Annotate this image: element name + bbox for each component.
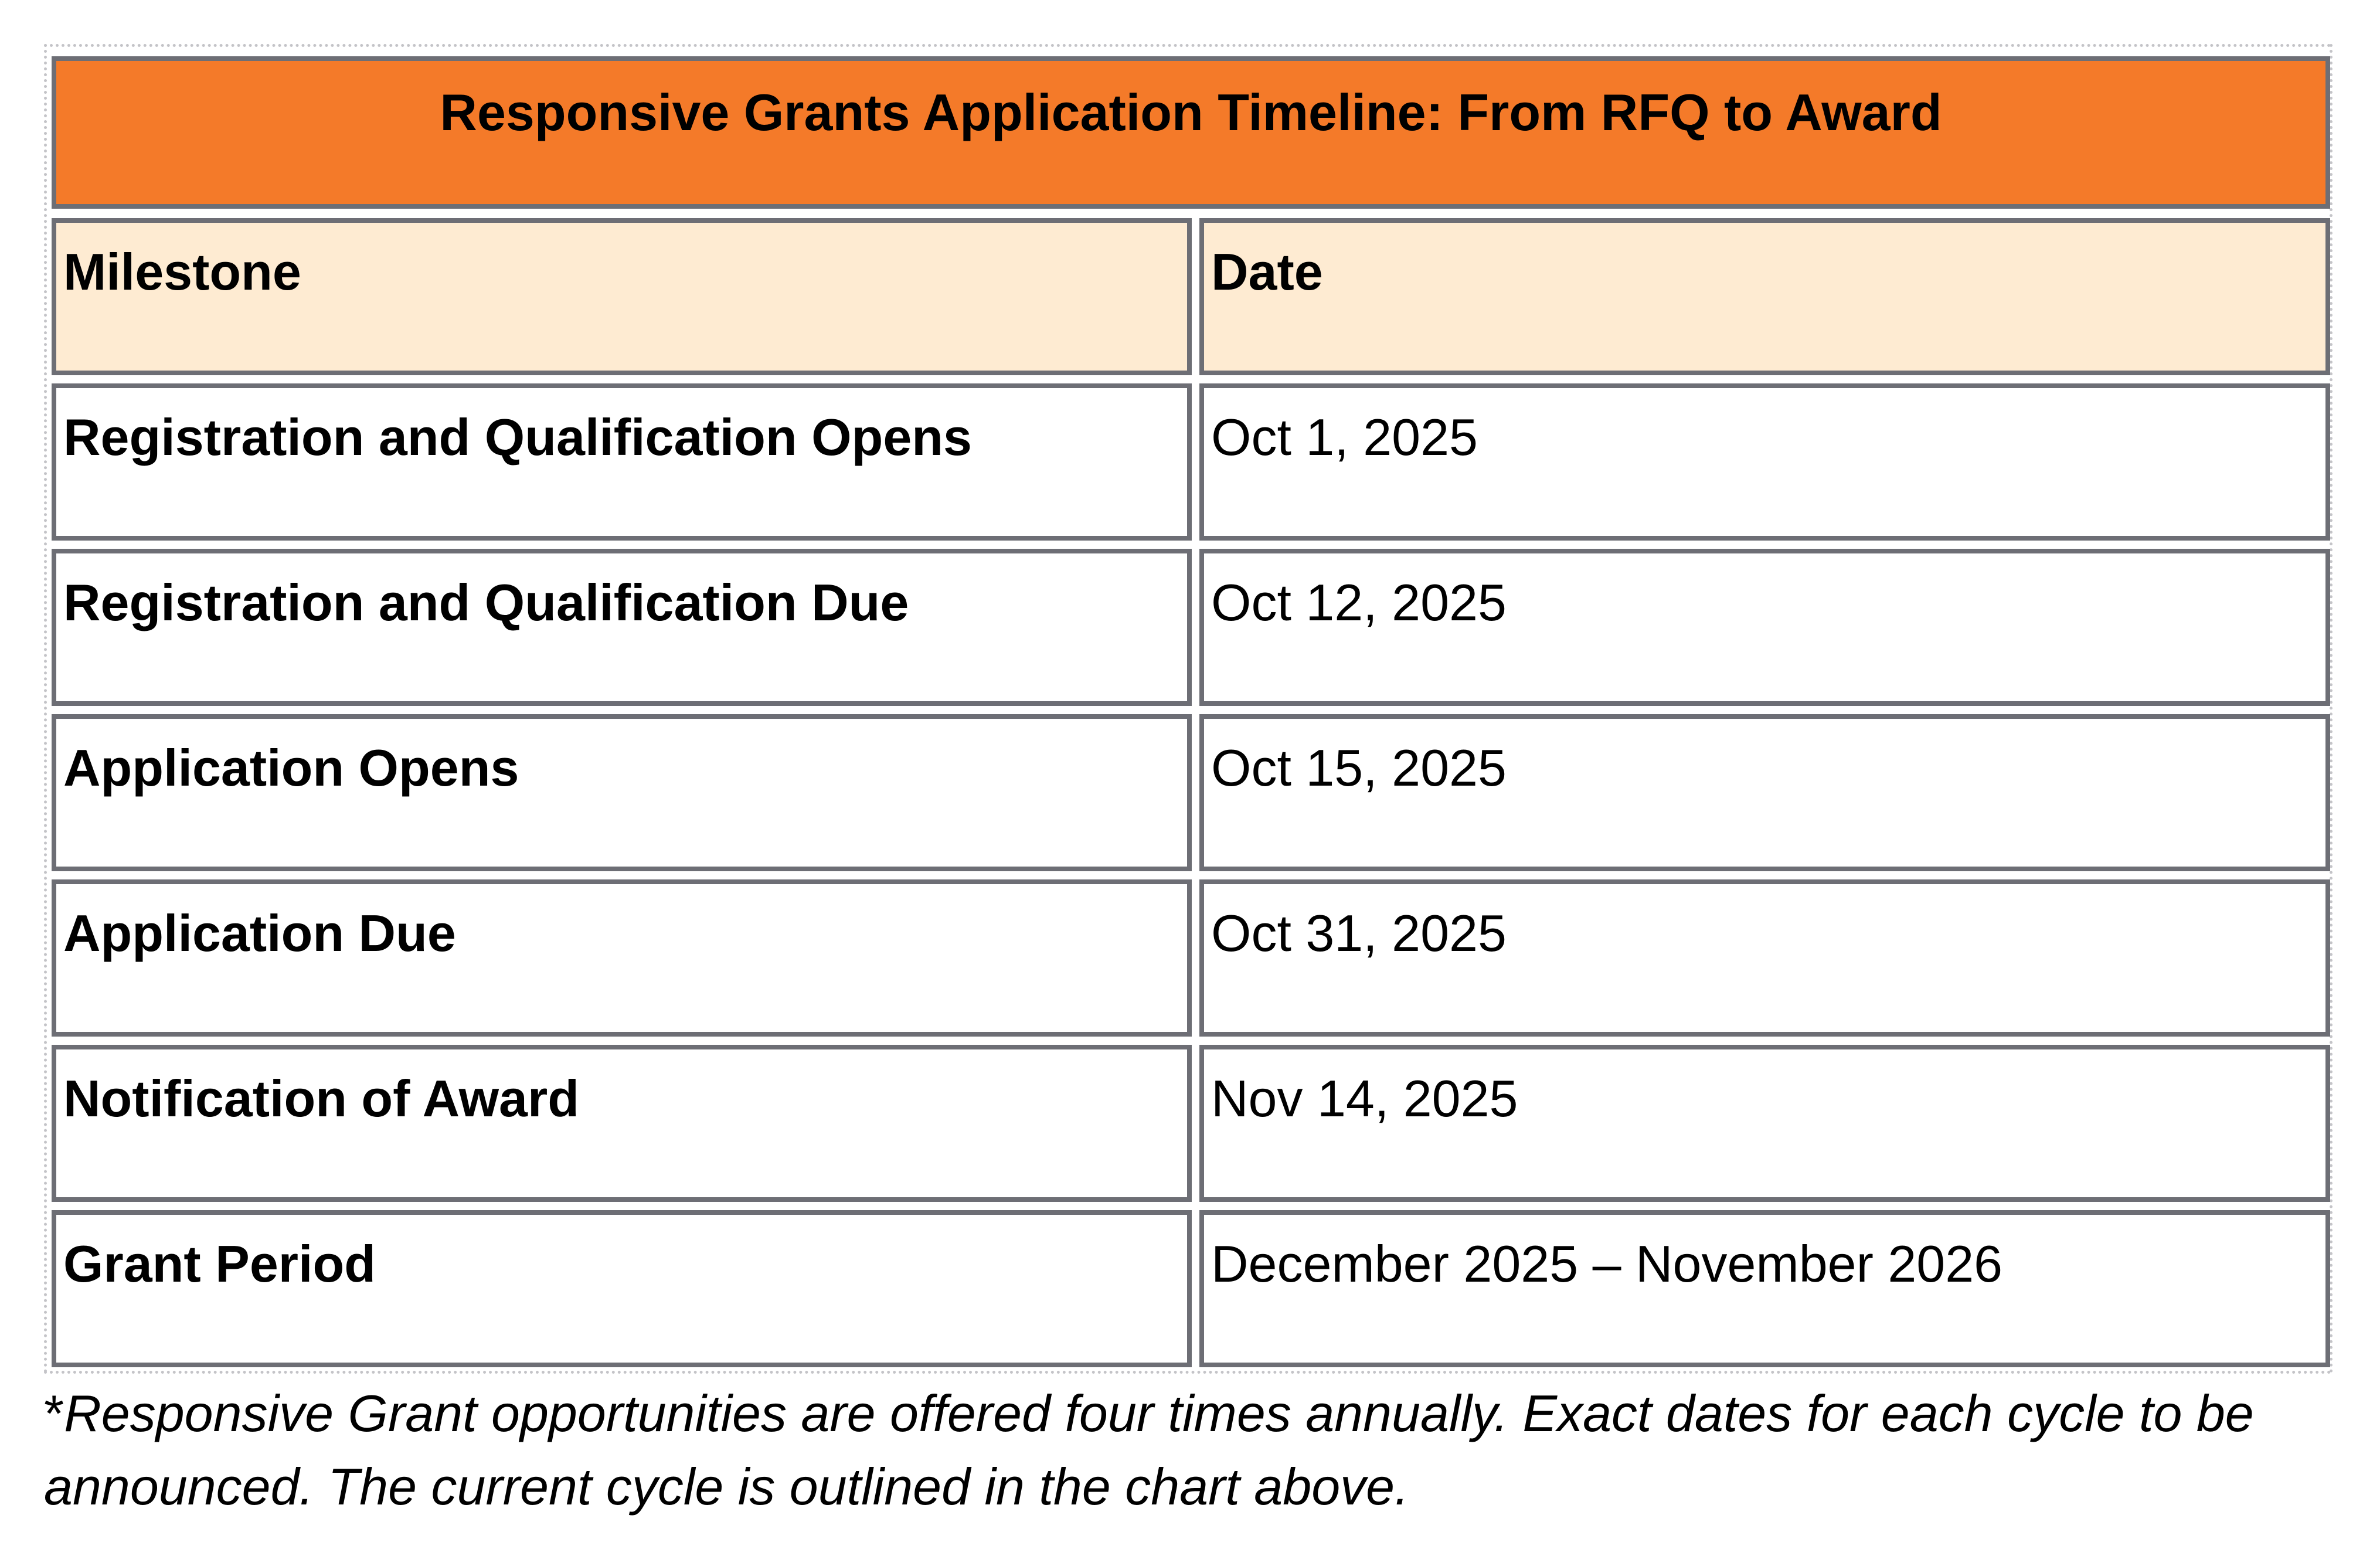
footnote-text: Responsive Grant opportunities are offered four times annually. Exact dates for each cycle to be announced. The current cycle is outlined in the chart above. [44, 1384, 2254, 1516]
footnote-marker: * [44, 1384, 64, 1442]
milestone-cell: Application Opens [52, 714, 1192, 871]
date-cell: Oct 12, 2025 [1199, 549, 2330, 706]
table-title: Responsive Grants Application Timeline: From RFQ to Award [52, 56, 2330, 209]
header-date: Date [1199, 218, 2330, 375]
header-milestone: Milestone [52, 218, 1192, 375]
milestone-cell: Application Due [52, 879, 1192, 1037]
footnote [44, 1377, 2330, 1523]
milestone-cell: Grant Period [52, 1210, 1192, 1367]
date-cell: Nov 14, 2025 [1199, 1045, 2330, 1202]
date-cell: December 2025 – November 2026 [1199, 1210, 2330, 1367]
milestone-cell: Registration and Qualification Due [52, 549, 1192, 706]
milestone-cell: Notification of Award [52, 1045, 1192, 1202]
milestone-cell: Registration and Qualification Opens [52, 383, 1192, 541]
date-cell: Oct 31, 2025 [1199, 879, 2330, 1037]
date-cell: Oct 15, 2025 [1199, 714, 2330, 871]
date-cell: Oct 1, 2025 [1199, 383, 2330, 541]
